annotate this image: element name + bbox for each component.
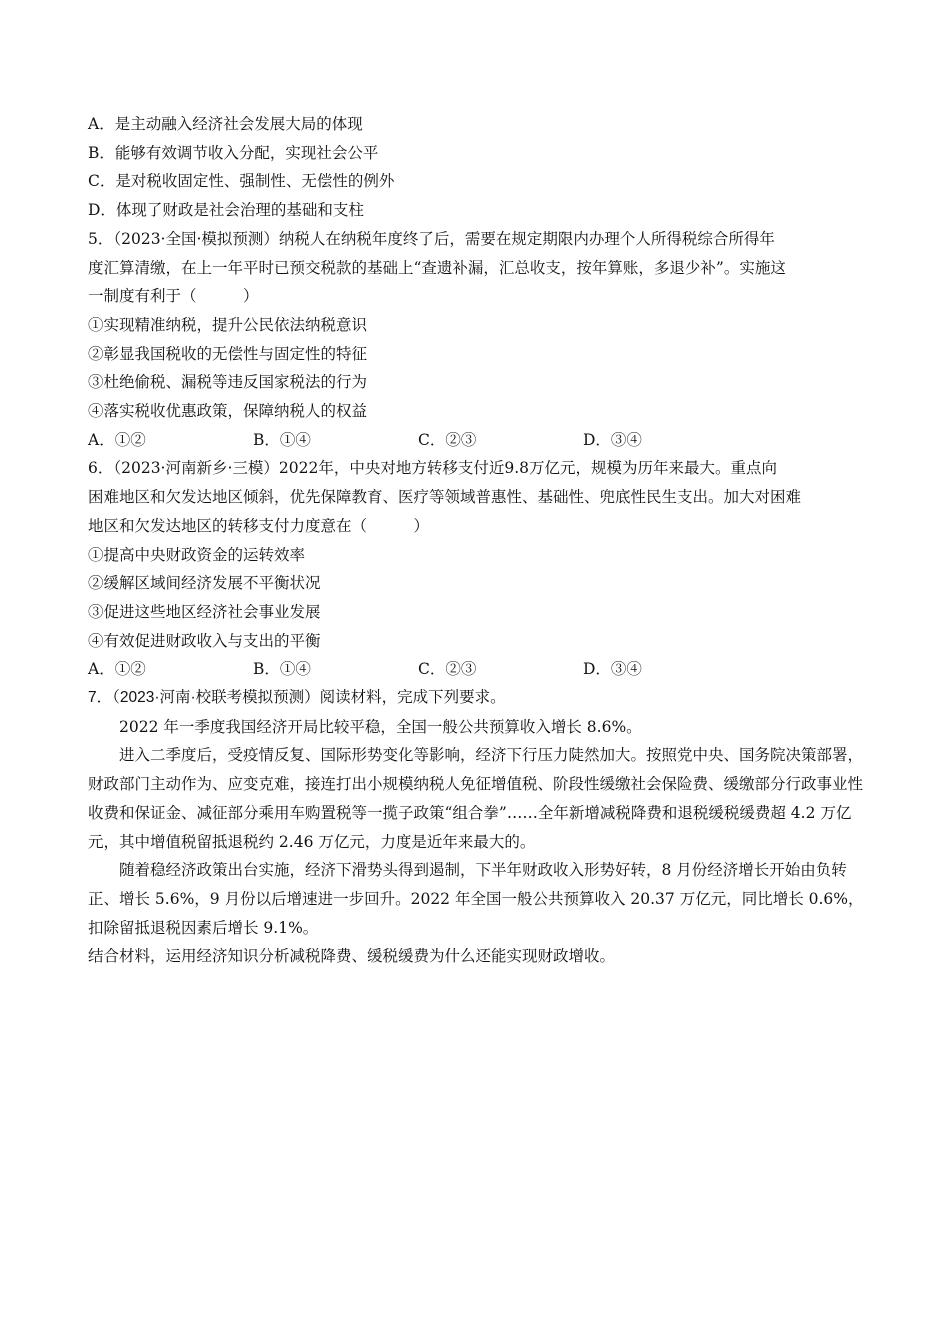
q4-option-a: A．是主动融入经济社会发展大局的体现 <box>88 115 363 133</box>
q4-option-d: D．体现了财政是社会治理的基础和支柱 <box>88 201 364 220</box>
q6-statement-2: ②缓解区域间经济发展不平衡状况 <box>88 574 321 593</box>
q6-statement-4: ④有效促进财政收入与支出的平衡 <box>88 631 321 650</box>
q7-question: 结合材料，运用经济知识分析减税降费、缓税缓费为什么还能实现财政增收。 <box>88 947 616 966</box>
q6-stem-line-1: 6．（2023·河南新乡·三模）2022年，中央对地方转移支付近9.8万亿元，规模为历年来最大。重点向 <box>88 459 778 478</box>
exam-page <box>88 110 868 971</box>
q6-choice-d: D．③④ <box>583 660 642 679</box>
q6-choice-a: A．①② <box>88 660 146 679</box>
q6-stem-line-2: 困难地区和欠发达地区倾斜，优先保障教育、医疗等领域普惠性、基础性、兜底性民生支出。加大对困难 <box>88 488 802 507</box>
q6-statement-3: ③促进这些地区经济社会事业发展 <box>88 602 321 621</box>
q7-heading: 7．（2023·河南·校联考模拟预测）阅读材料，完成下列要求。 <box>88 689 506 707</box>
q6-statement-1: ①提高中央财政资金的运转效率 <box>88 545 306 564</box>
q7-material-paragraph-2: 进入二季度后，受疫情反复、国际形势变化等影响，经济下行压力陡然加大。按照党中央、国务院决策部署，财政部门主动作为、应变克难，接连打出小规模纳税人免征增值税、阶段性缓缴社会保险费、缓缴部分行政事业性收费和保证金、减征部分乘用车购置税等一揽子政策“组合拳”……全年新增减税降费和退税缓税缓费超 4.2 万亿元，其中增值税留抵退税约 2.46 万亿元，力度是近年来最大的。 <box>88 746 864 851</box>
q5-stem-line-2: 度汇算清缴，在上一年平时已预交税款的基础上“查遗补漏，汇总收支，按年算账，多退少补”。实施这 <box>88 258 786 277</box>
q6-choice-b: B．①④ <box>253 660 311 679</box>
q5-statement-3: ③杜绝偷税、漏税等违反国家税法的行为 <box>88 373 368 392</box>
q6-choice-c: C．②③ <box>418 660 477 679</box>
q5-choice-d: D．③④ <box>583 430 642 449</box>
q4-option-b: B．能够有效调节收入分配，实现社会公平 <box>88 143 379 162</box>
q5-statement-4: ④落实税收优惠政策，保障纳税人的权益 <box>88 402 368 421</box>
q5-choice-a: A．①② <box>88 430 146 449</box>
q4-option-c: C．是对税收固定性、强制性、无偿性的例外 <box>88 172 395 191</box>
q6-choices <box>88 655 868 684</box>
q6-stem-line-3: 地区和欠发达地区的转移支付力度意在（ ） <box>88 516 430 535</box>
q5-statement-1: ①实现精准纳税，提升公民依法纳税意识 <box>88 315 368 334</box>
q5-choices <box>88 426 868 455</box>
q5-stem-line-3: 一制度有利于（ ） <box>88 287 259 306</box>
q5-choice-c: C．②③ <box>418 430 477 449</box>
q7-material-paragraph-1: 2022 年一季度我国经济开局比较平稳，全国一般公共预算收入增长 8.6%。 <box>119 717 642 736</box>
q5-choice-b: B．①④ <box>253 430 311 449</box>
q5-statement-2: ②彰显我国税收的无偿性与固定性的特征 <box>88 344 368 363</box>
q5-stem-line-1: 5．（2023·全国·模拟预测）纳税人在纳税年度终了后，需要在规定期限内办理个人所得税综合所得年 <box>88 229 775 248</box>
q7-material-paragraph-3: 随着稳经济政策出台实施，经济下滑势头得到遏制，下半年财政收入形势好转，8 月份经济增长开始由负转正、增长 5.6%，9 月份以后增速进一步回升。2022 年全国一般公共预算收入 20.37 万亿元，同比增长 0.6%，扣除留抵退税因素后增长 9.1%。 <box>88 861 864 937</box>
